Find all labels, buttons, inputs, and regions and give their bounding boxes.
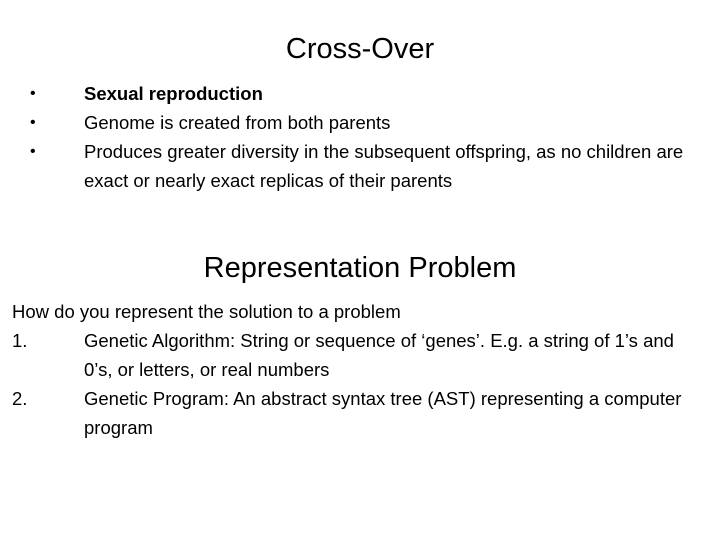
bullet-icon: • bbox=[30, 85, 36, 102]
numbered-item-genetic-program bbox=[12, 384, 702, 442]
cross-over-bullet-list bbox=[30, 79, 690, 195]
item-text: Genetic Program: An abstract syntax tree (AST) representing a computer program bbox=[84, 388, 682, 438]
bullet-item-diversity bbox=[30, 137, 690, 195]
item-text: Genetic Algorithm: String or sequence of ‘genes’. E.g. a string of 1’s and 0’s, or letters, or real numbers bbox=[84, 330, 674, 380]
bullet-item-sexual-reproduction bbox=[30, 79, 690, 108]
bullet-item-genome bbox=[30, 108, 690, 137]
bullet-icon: • bbox=[30, 114, 36, 131]
numbered-item-genetic-algorithm bbox=[12, 326, 702, 384]
item-number: 2. bbox=[12, 388, 28, 409]
representation-lead-text: How do you represent the solution to a problem bbox=[12, 301, 401, 322]
cross-over-title: Cross-Over bbox=[285, 33, 435, 65]
bullet-text: Sexual reproduction bbox=[84, 83, 263, 104]
bullet-text: Genome is created from both parents bbox=[84, 112, 391, 133]
representation-numbered-list bbox=[12, 326, 702, 442]
bullet-icon: • bbox=[30, 143, 36, 160]
bullet-text: Produces greater diversity in the subsequent offspring, as no children are exact or nearly exact replicas of their parents bbox=[84, 141, 684, 191]
representation-problem-title: Representation Problem bbox=[203, 252, 517, 284]
item-number: 1. bbox=[12, 330, 28, 351]
representation-body bbox=[12, 297, 702, 442]
